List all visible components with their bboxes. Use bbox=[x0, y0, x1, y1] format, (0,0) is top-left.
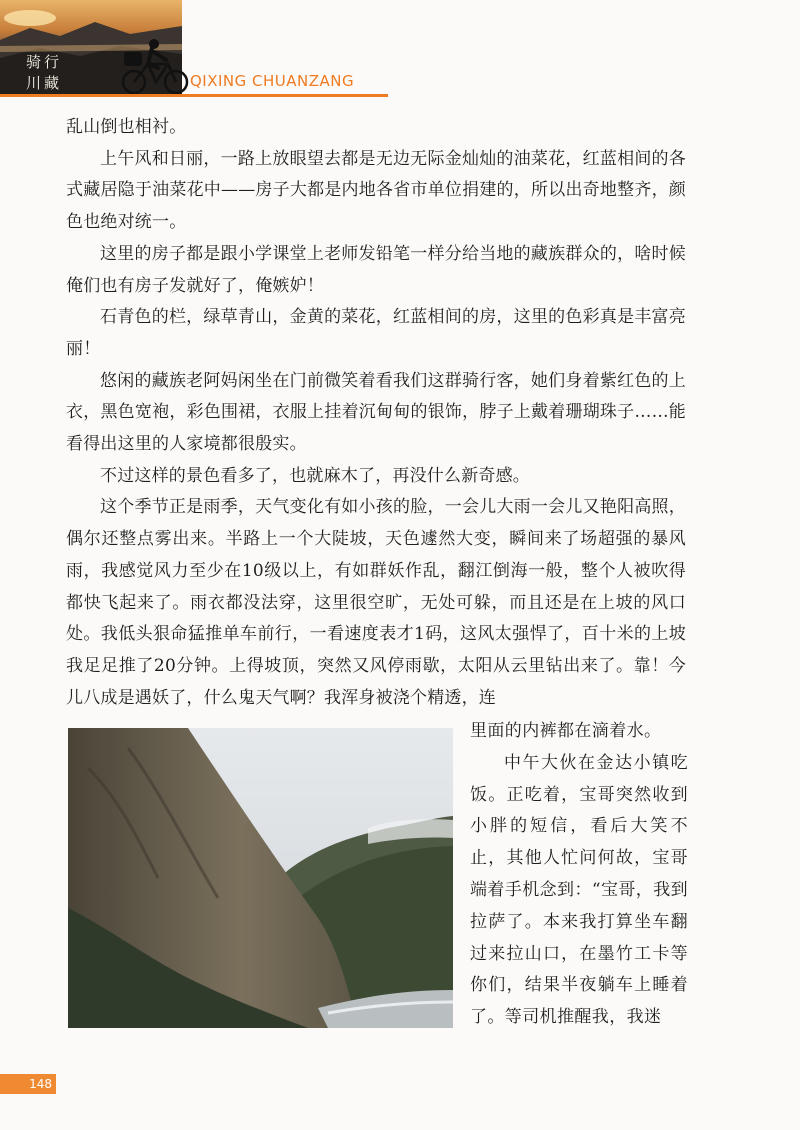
mountain-valley-photo-illustration bbox=[68, 728, 453, 1028]
header-title-cn-line2: 川藏 bbox=[26, 74, 63, 92]
header-title-en: QIXING CHUANZANG bbox=[190, 72, 355, 90]
header-title-cn-line1: 骑行 bbox=[26, 53, 63, 71]
side-paragraph: 里面的内裤都在滴着水。 bbox=[470, 721, 662, 741]
body-paragraph: 上午风和日丽，一路上放眼望去都是无边无际金灿灿的油菜花，红蓝相间的各式藏居隐于油菜花中——房子大都是内地各省市单位捐建的，所以出奇地整齐，颜色也绝对统一。 bbox=[66, 148, 686, 233]
header-rule bbox=[0, 94, 388, 97]
side-paragraph: 中午大伙在金达小镇吃饭。正吃着，宝哥突然收到小胖的短信，看后大笑不止，其他人忙问何故，宝哥端着手机念到：“宝哥，我到拉萨了。本来我打算坐车翻过来拉山口，在墨竹工卡等你们，结果半夜躺车上睡着了。等司机推醒我，我迷 bbox=[470, 752, 688, 1028]
body-paragraph: 乱山倒也相衬。 bbox=[66, 117, 187, 137]
page-number: 148 bbox=[0, 1074, 56, 1094]
mountain-valley-photo bbox=[68, 728, 453, 1028]
body-paragraph: 这个季节正是雨季，天气变化有如小孩的脸，一会儿大雨一会儿又艳阳高照，偶尔还整点雾出来。半路上一个大陡坡，天色遽然大变，瞬间来了场超强的暴风雨，我感觉风力至少在10级以上，有如群妖作乱，翻江倒海一般，整个人被吹得都快飞起来了。雨衣都没法穿，这里很空旷，无处可躲，而且还是在上坡的风口处。我低头狠命猛推单车前行，一看速度表才1码，这风太强悍了，百十米的上坡我足足推了20分钟。上得坡顶，突然又风停雨歇，太阳从云里钻出来了。靠！今儿八成是遇妖了，什么鬼天气啊？我浑身被浇个精透，连 bbox=[66, 497, 686, 708]
body-paragraph: 石青色的栏，绿草青山，金黄的菜花，红蓝相间的房，这里的色彩真是丰富亮丽！ bbox=[66, 307, 686, 359]
cyclist-icon bbox=[118, 38, 192, 96]
body-paragraph: 不过这样的景色看多了，也就麻木了，再没什么新奇感。 bbox=[100, 465, 530, 486]
side-text bbox=[470, 716, 688, 1034]
header-title-cn bbox=[26, 52, 62, 94]
body-paragraph: 悠闲的藏族老阿妈闲坐在门前微笑着看我们这群骑行客，她们身着紫红色的上衣，黑色宽袍，彩色围裙，衣服上挂着沉甸甸的银饰，脖子上戴着珊瑚珠子……能看得出这里的人家境都很殷实。 bbox=[66, 370, 686, 455]
body-text bbox=[66, 112, 686, 714]
body-paragraph: 这里的房子都是跟小学课堂上老师发铅笔一样分给当地的藏族群众的，啥时候俺们也有房子发就好了，俺嫉妒！ bbox=[66, 243, 686, 296]
